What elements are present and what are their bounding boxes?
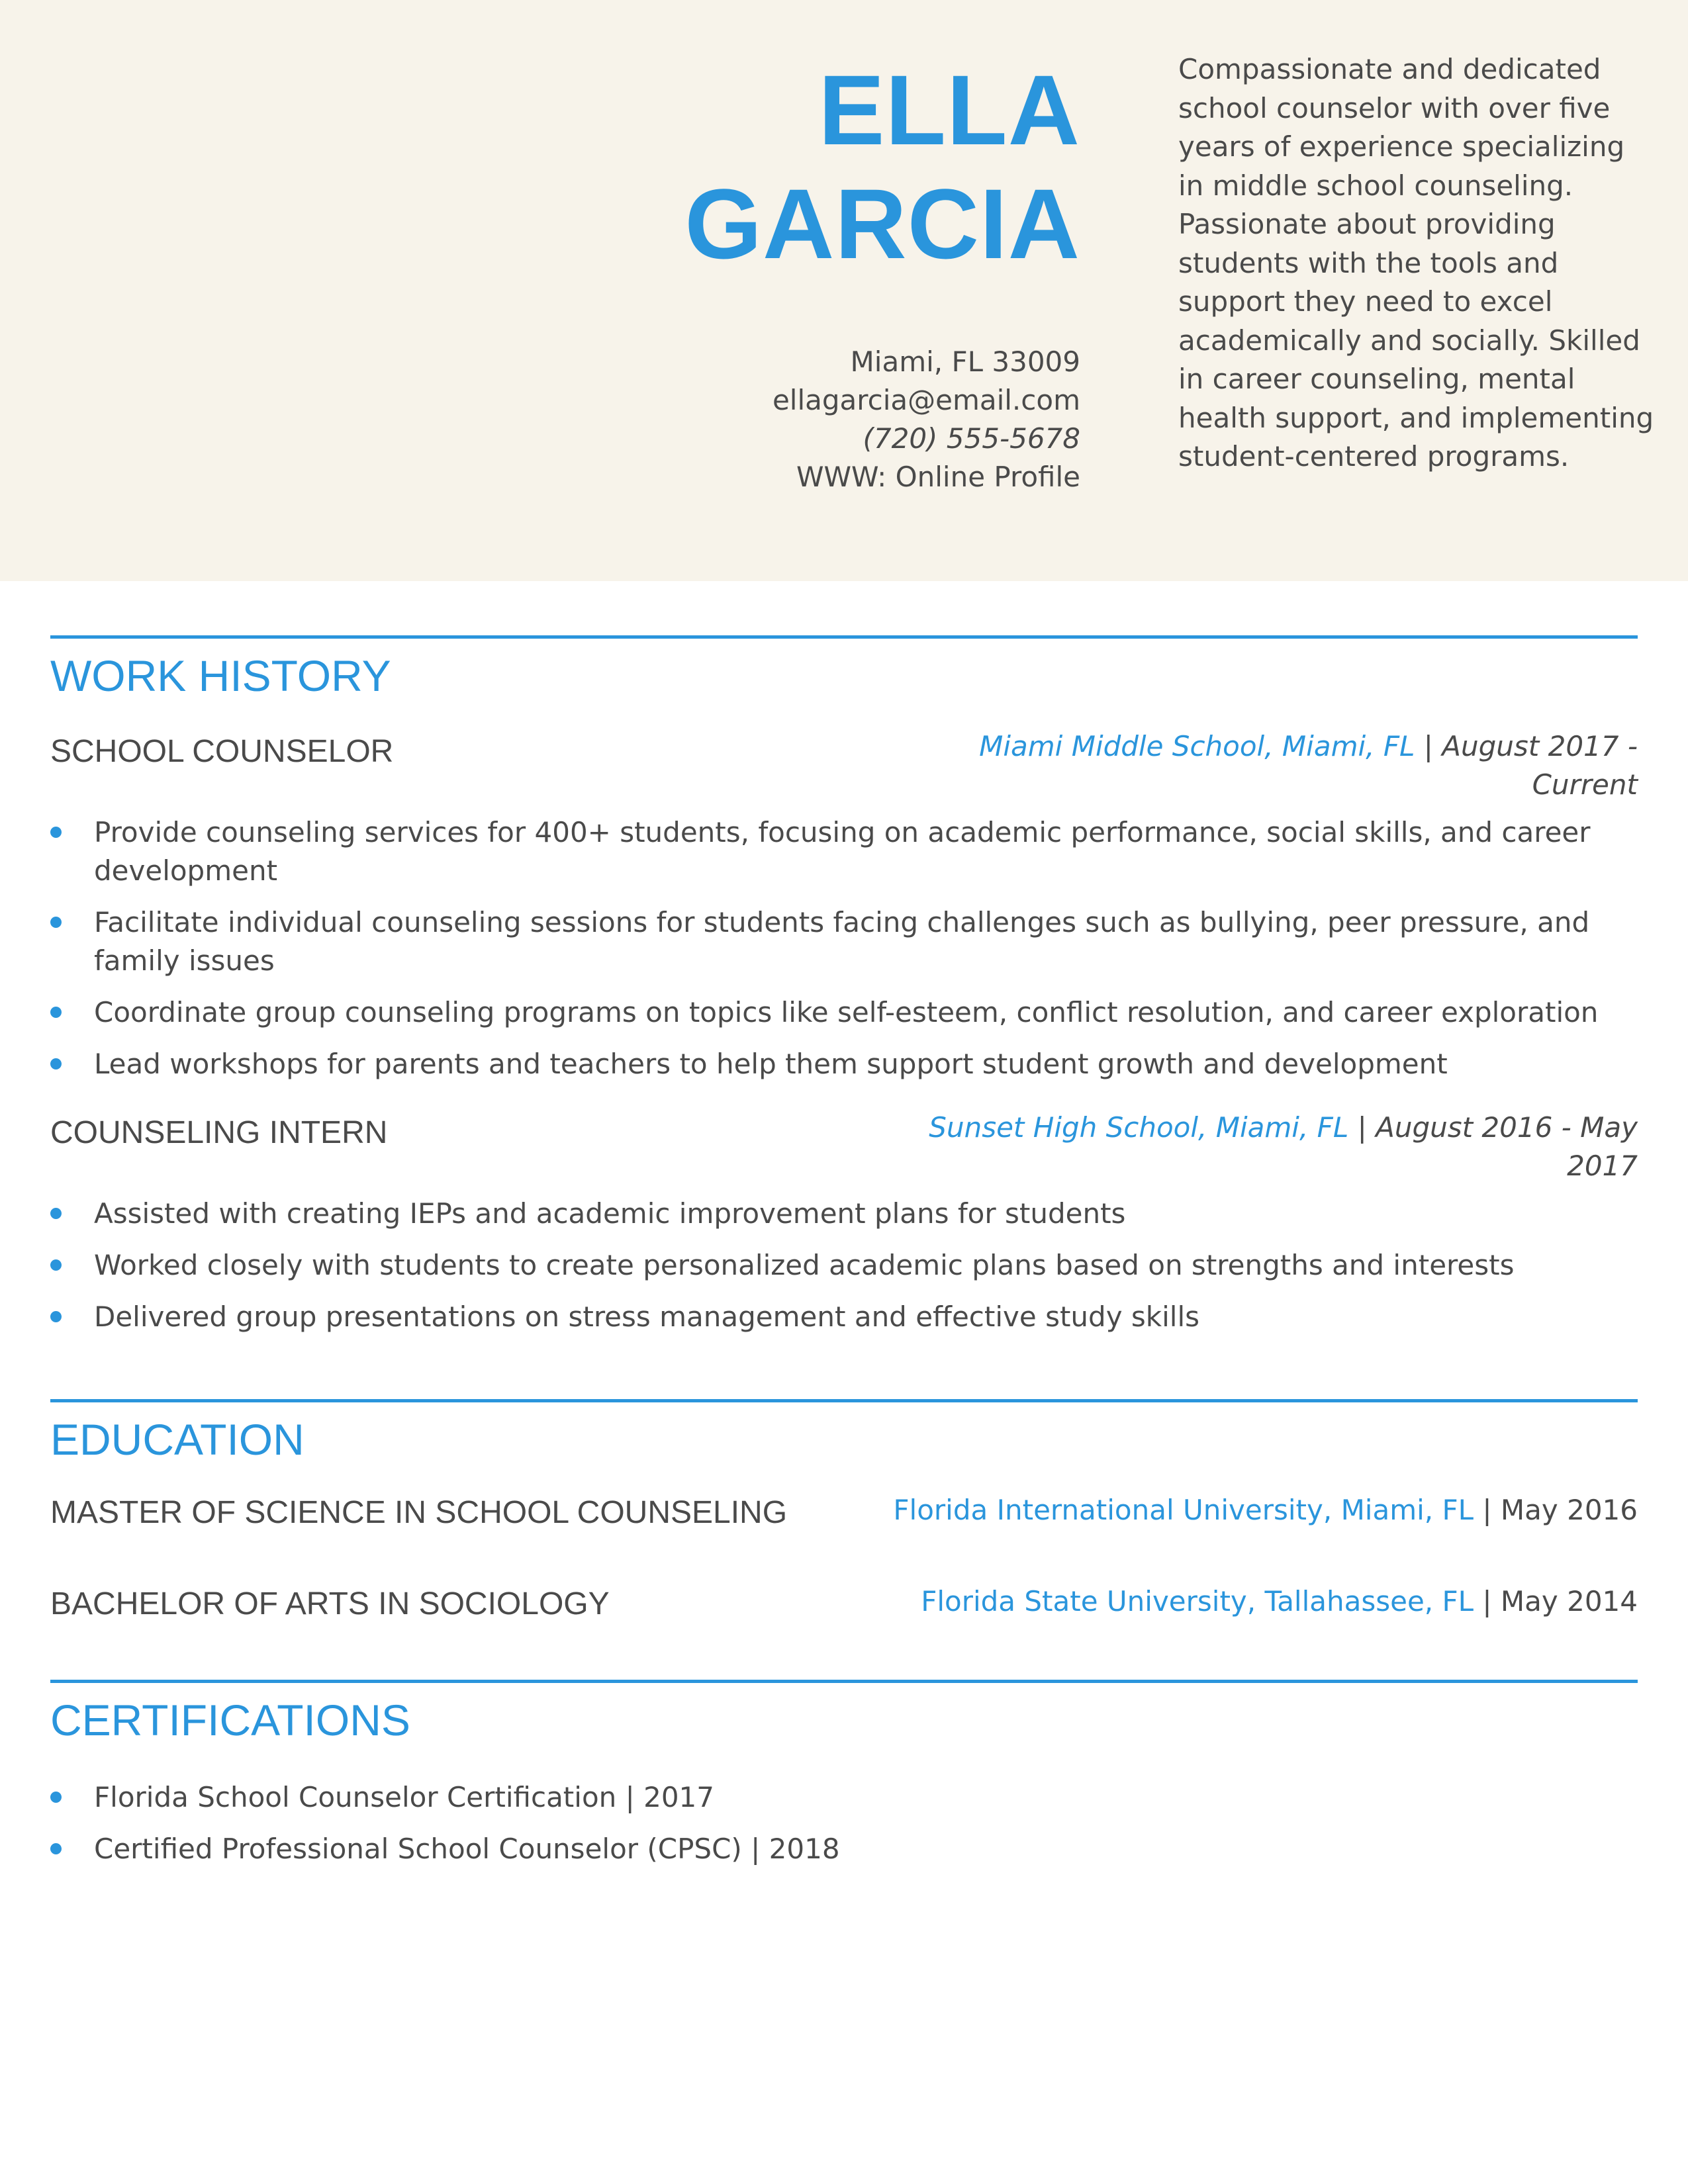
job-entry [50,1109,1638,1336]
section-title-education: EDUCATION [50,1415,305,1464]
section-title-work-history: WORK HISTORY [50,651,391,700]
location: Miami, FL 33009 [850,345,1080,378]
bullet-text: Worked closely with students to create personalized academic plans based on strengths and interests [94,1249,1515,1281]
bullet-text: Facilitate individual counseling sessions for students facing challenges such as bullying, peer pressure, and family issues [94,906,1590,977]
education-section [50,1399,1638,1674]
job-meta [910,1109,1638,1185]
graduation-date: May 2016 [1500,1494,1638,1526]
education-meta [921,1582,1638,1621]
last-name: GARCIA [684,168,1080,279]
website-link[interactable]: WWW: Online Profile [796,461,1080,493]
job-organization: Miami Middle School, Miami, FL [979,730,1415,762]
bullet-dot-icon [50,1792,62,1803]
education-meta [893,1491,1638,1529]
education-list [50,1491,1638,1674]
job-bullet-list [50,1195,1638,1336]
list-item [50,993,1638,1032]
bullet-text: Assisted with creating IEPs and academic improvement plans for students [94,1197,1126,1230]
bullet-dot-icon [50,1208,62,1219]
bullet-text: Lead workshops for parents and teachers to help them support student growth and development [94,1048,1448,1080]
degree: MASTER OF SCIENCE IN SCHOOL COUNSELING [50,1495,788,1530]
bullet-dot-icon [50,827,62,838]
school: Florida State University, Tallahassee, FL [921,1585,1474,1617]
education-item [50,1491,1638,1582]
first-name: ELLA [818,54,1080,165]
bullet-text: Delivered group presentations on stress management and effective study skills [94,1300,1200,1333]
bullet-dot-icon [50,1843,62,1854]
job-dates: August 2017 - Current [1442,730,1638,801]
job-organization: Sunset High School, Miami, FL [929,1111,1349,1144]
certification-text: Florida School Counselor Certification | 2017 [94,1781,715,1813]
job-bullet-list [50,813,1638,1083]
list-item [50,1778,1638,1817]
certification-text: Certified Professional School Counselor (CPSC) | 2018 [94,1833,840,1865]
section-title-certifications: CERTIFICATIONS [50,1696,410,1745]
section-divider [50,1399,1638,1402]
professional-summary: Compassionate and dedicated school counselor with over five years of experience specializing in middle school counseling. Passionate about providing students with the tools and support they need to excel academically and socially. Skilled in career counseling, mental health support, and implementing student-centered programs. [1178,53,1654,473]
section-divider [50,1680,1638,1683]
bullet-dot-icon [50,1311,62,1322]
job-title: COUNSELING INTERN [50,1115,388,1150]
list-item [50,813,1638,890]
job-header [50,727,1638,807]
education-item [50,1582,1638,1674]
list-item [50,1830,1638,1868]
phone: (720) 555-5678 [863,422,1080,455]
contact-block [773,343,1080,496]
separator: | [1474,1585,1501,1617]
job-header [50,1109,1638,1188]
name-block [684,53,1080,281]
separator: | [1474,1494,1501,1526]
list-item [50,903,1638,980]
job-meta [910,727,1638,804]
separator: | [1348,1111,1376,1144]
bullet-dot-icon [50,1259,62,1271]
email: ellagarcia@email.com [772,384,1080,416]
certifications-section [50,1680,1638,1882]
work-history-section [50,635,1638,1349]
list-item [50,1246,1638,1285]
graduation-date: May 2014 [1500,1585,1638,1617]
bullet-dot-icon [50,1058,62,1069]
degree: BACHELOR OF ARTS IN SOCIOLOGY [50,1586,610,1621]
job-dates: August 2016 - May 2017 [1376,1111,1638,1182]
job-entry [50,727,1638,1083]
list-item [50,1045,1638,1083]
separator: | [1415,730,1442,762]
bullet-text: Coordinate group counseling programs on topics like self-esteem, conflict resolution, and career exploration [94,996,1599,1028]
school: Florida International University, Miami, FL [893,1494,1474,1526]
list-item [50,1195,1638,1233]
section-divider [50,635,1638,639]
list-item [50,1298,1638,1336]
bullet-dot-icon [50,917,62,928]
bullet-text: Provide counseling services for 400+ students, focusing on academic performance, social skills, and career development [94,816,1591,887]
bullet-dot-icon [50,1007,62,1018]
certification-list [50,1778,1638,1868]
job-title: SCHOOL COUNSELOR [50,734,394,769]
